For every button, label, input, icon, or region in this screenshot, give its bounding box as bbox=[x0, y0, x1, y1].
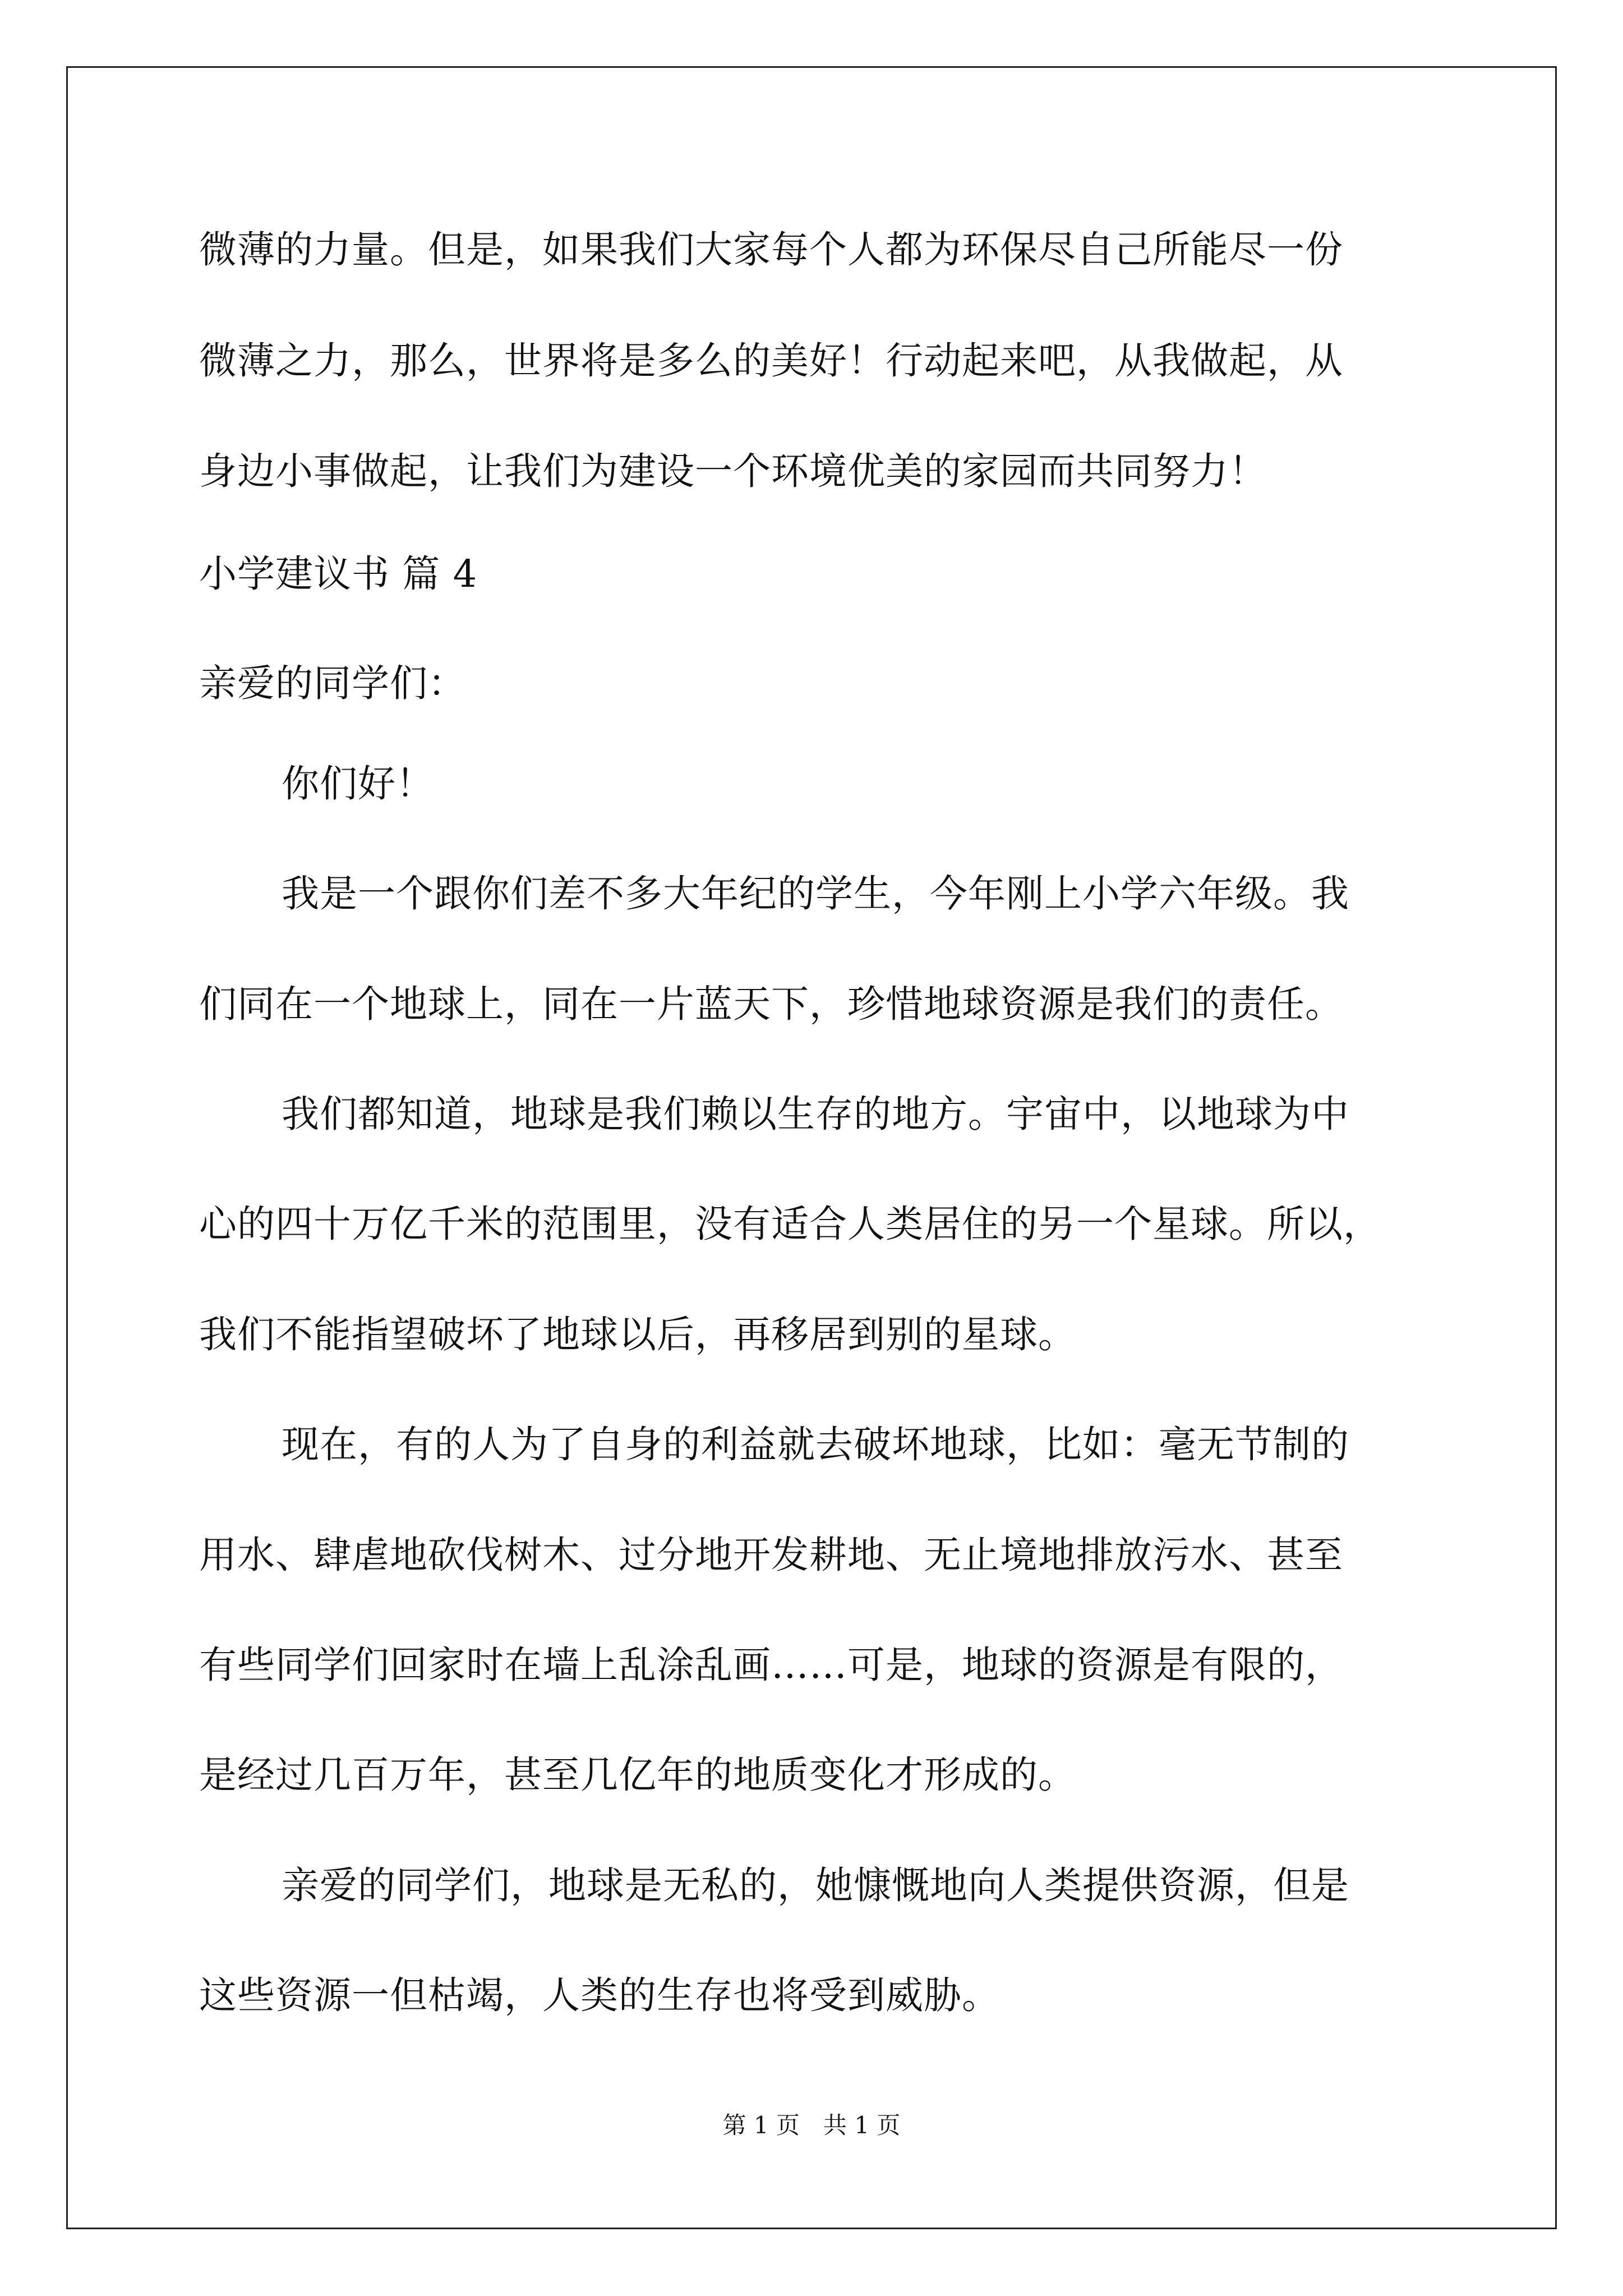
text-line: 我是一个跟你们差不多大年纪的学生，今年刚上小学六年级。我 bbox=[282, 872, 1349, 915]
salutation: 亲爱的同学们： bbox=[199, 661, 466, 705]
text-line: 是经过几百万年，甚至几亿年的地质变化才形成的。 bbox=[199, 1753, 1076, 1797]
text-line: 这些资源一但枯竭，人类的生存也将受到威胁。 bbox=[199, 1973, 1000, 2017]
text-line: 现在，有的人为了自身的利益就去破坏地球，比如：毫无节制的 bbox=[282, 1423, 1349, 1466]
page-footer: 第 1 页 共 1 页 bbox=[722, 2111, 901, 2139]
text-line: 们同在一个地球上，同在一片蓝天下，珍惜地球资源是我们的责任。 bbox=[199, 982, 1343, 1026]
section-heading: 小学建议书 篇 4 bbox=[199, 552, 478, 596]
text-line: 亲爱的同学们，地球是无私的，她慷慨地向人类提供资源，但是 bbox=[282, 1864, 1349, 1907]
text-line: 我们不能指望破坏了地球以后，再移居到别的星球。 bbox=[199, 1313, 1076, 1356]
text-line: 我们都知道，地球是我们赖以生存的地方。宇宙中，以地球为中 bbox=[282, 1092, 1349, 1136]
greeting: 你们好！ bbox=[282, 762, 434, 806]
text-line: 微薄的力量。但是，如果我们大家每个人都为环保尽自己所能尽一份 bbox=[199, 228, 1343, 272]
text-line: 用水、肆虐地砍伐树木、过分地开发耕地、无止境地排放污水、甚至 bbox=[199, 1533, 1343, 1577]
text-line: 心的四十万亿千米的范围里，没有适合人类居住的另一个星球。所以， bbox=[199, 1202, 1381, 1246]
text-line: 有些同学们回家时在墙上乱涂乱画……可是，地球的资源是有限的， bbox=[199, 1643, 1343, 1687]
text-line: 微薄之力，那么，世界将是多么的美好！行动起来吧，从我做起，从 bbox=[199, 339, 1343, 383]
text-line: 身边小事做起，让我们为建设一个环境优美的家园而共同努力！ bbox=[199, 449, 1267, 493]
